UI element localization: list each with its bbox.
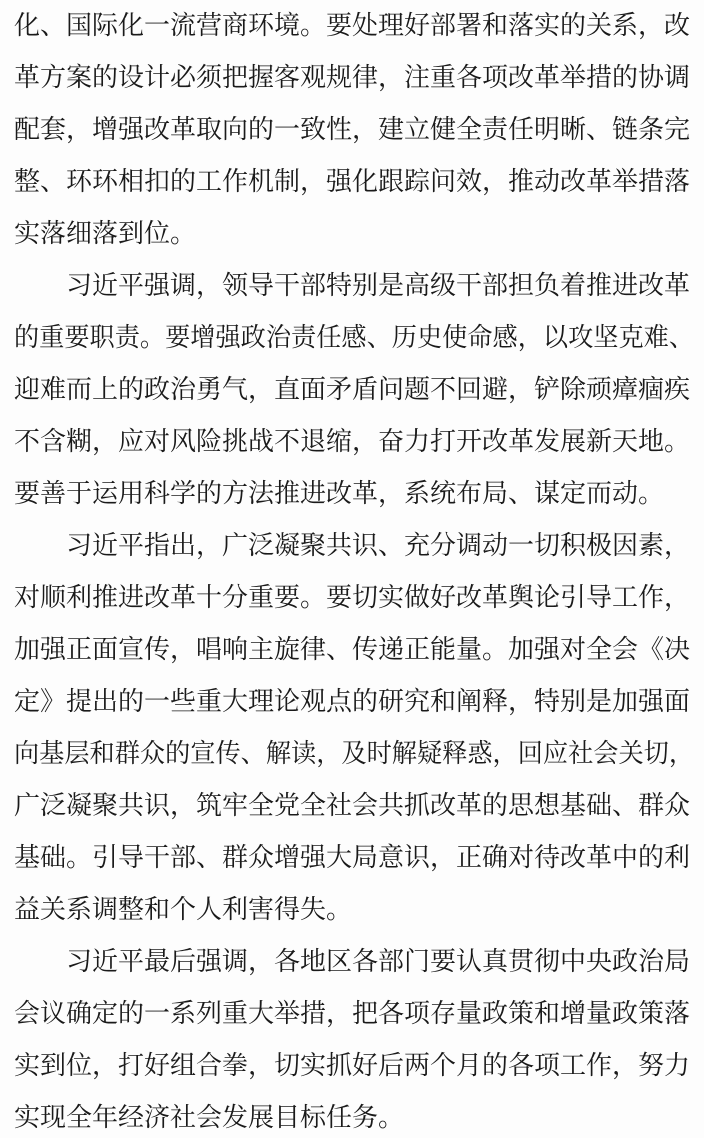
text-line: 要善于运用科学的方法推进改革，系统布局、谋定而动。 — [14, 479, 665, 509]
text-line: 广泛凝聚共识，筑牢全党全社会共抓改革的思想基础、群众 — [14, 791, 691, 821]
text-line: 实现全年经济社会发展目标任务。 — [14, 1103, 405, 1133]
text-line: 实到位，打好组合拳，切实抓好后两个月的各项工作，努力 — [14, 1051, 691, 1081]
text-line: 不含糊，应对风险挑战不退缩，奋力打开改革发展新天地。 — [14, 427, 691, 457]
text-line: 向基层和群众的宣传、解读，及时解疑释惑，回应社会关切， — [14, 739, 695, 769]
text-line: 化、国际化一流营商环境。要处理好部署和落实的关系，改 — [14, 11, 691, 41]
text-line: 实落细落到位。 — [14, 219, 197, 249]
text-line: 益关系调整和个人利害得失。 — [14, 895, 353, 925]
text-line: 基础。引导干部、群众增强大局意识，正确对待改革中的利 — [14, 843, 691, 873]
text-line: 对顺利推进改革十分重要。要切实做好改革舆论引导工作， — [14, 583, 691, 613]
text-line: 迎难而上的政治勇气，直面矛盾问题不回避，铲除顽瘴痼疾 — [14, 375, 691, 405]
text-line: 习近平指出，广泛凝聚共识、充分调动一切积极因素， — [14, 531, 691, 561]
text-line: 整、环环相扣的工作机制，强化跟踪问效，推动改革举措落 — [14, 167, 691, 197]
text-line: 习近平最后强调，各地区各部门要认真贯彻中央政治局 — [14, 947, 691, 977]
text-line: 会议确定的一系列重大举措，把各项存量政策和增量政策落 — [14, 999, 691, 1029]
text-line: 的重要职责。要增强政治责任感、历史使命感，以攻坚克难、 — [14, 323, 695, 353]
text-line: 革方案的设计必须把握客观规律，注重各项改革举措的协调 — [14, 63, 691, 93]
text-line: 配套，增强改革取向的一致性，建立健全责任明晰、链条完 — [14, 115, 691, 145]
text-line: 定》提出的一些重大理论观点的研究和阐释，特别是加强面 — [14, 687, 691, 717]
text-line: 习近平强调，领导干部特别是高级干部担负着推进改革 — [14, 271, 691, 301]
text-line: 加强正面宣传，唱响主旋律、传递正能量。加强对全会《决 — [14, 635, 691, 665]
